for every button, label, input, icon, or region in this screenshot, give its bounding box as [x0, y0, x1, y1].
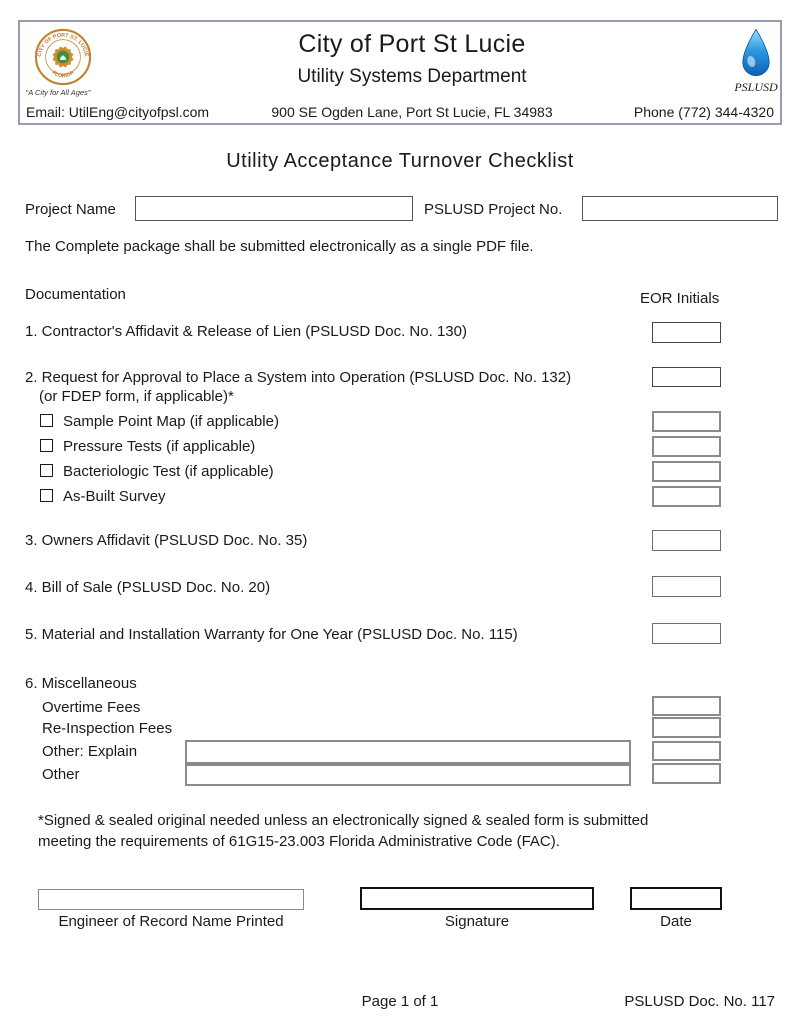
overtime-fees-label: Overtime Fees [42, 699, 141, 716]
other-label: Other [42, 766, 80, 783]
item-2-label-line2: (or FDEP form, if applicable)* [39, 388, 234, 405]
contact-email: Email: UtilEng@cityofpsl.com [26, 104, 210, 120]
bacteriologic-test-label: Bacteriologic Test (if applicable) [63, 463, 274, 480]
sample-point-map-checkbox[interactable] [40, 414, 53, 427]
date-field[interactable] [630, 887, 722, 910]
other-initials-box[interactable] [652, 763, 721, 784]
signature-label: Signature [444, 913, 510, 930]
signature-field[interactable] [360, 887, 594, 910]
item-6-label: 6. Miscellaneous [25, 675, 137, 692]
item-5-initials-box[interactable] [652, 623, 721, 644]
submission-note: The Complete package shall be submitted electronically as a single PDF file. [25, 238, 534, 255]
contact-address: 900 SE Ogden Lane, Port St Lucie, FL 34983 [271, 104, 553, 120]
documentation-header: Documentation [25, 286, 126, 303]
page-number: Page 1 of 1 [361, 993, 439, 1010]
item-2-initials-box[interactable] [652, 367, 721, 387]
bacteriologic-test-checkbox[interactable] [40, 464, 53, 477]
project-no-input[interactable] [582, 196, 778, 221]
doc-number: PSLUSD Doc. No. 117 [624, 993, 775, 1010]
other-input[interactable] [185, 764, 631, 786]
eor-initials-header: EOR Initials [640, 290, 720, 307]
project-no-label: PSLUSD Project No. [424, 201, 563, 218]
sample-point-map-initials-box[interactable] [652, 411, 721, 432]
seal-tagline: "A City for All Ages" [25, 88, 91, 97]
project-name-input[interactable] [135, 196, 413, 221]
water-drop-icon [739, 27, 773, 79]
item-4-initials-box[interactable] [652, 576, 721, 597]
seal-text-bottom: FLORIDA [50, 69, 76, 80]
engineer-name-input[interactable] [39, 890, 303, 909]
water-drop-logo [739, 27, 773, 79]
as-built-survey-initials-box[interactable] [652, 486, 721, 507]
letterhead-box [18, 20, 782, 125]
drop-caption: PSLUSD [734, 80, 778, 94]
as-built-survey-label: As-Built Survey [63, 488, 166, 505]
item-1-initials-box[interactable] [652, 322, 721, 343]
reinspection-fees-initials-box[interactable] [652, 717, 721, 738]
other-explain-initials-box[interactable] [652, 741, 721, 761]
engineer-name-label: Engineer of Record Name Printed [58, 913, 284, 930]
seal-text-top: CITY OF PORT ST. LUCIE [36, 32, 90, 58]
item-2-label-line1: 2. Request for Approval to Place a System into Operation (PSLUSD Doc. No. 132) [25, 369, 572, 386]
footnote [38, 810, 648, 852]
pressure-tests-initials-box[interactable] [652, 436, 721, 457]
org-title: City of Port St Lucie [298, 30, 526, 58]
footnote-line-1: *Signed & sealed original needed unless an electronically signed & sealed form is submitted [38, 812, 649, 829]
item-3-initials-box[interactable] [652, 530, 721, 551]
item-5-label: 5. Material and Installation Warranty for One Year (PSLUSD Doc. No. 115) [25, 626, 518, 643]
as-built-survey-checkbox[interactable] [40, 489, 53, 502]
item-4-label: 4. Bill of Sale (PSLUSD Doc. No. 20) [25, 579, 271, 596]
sample-point-map-label: Sample Point Map (if applicable) [63, 413, 279, 430]
other-explain-label: Other: Explain [42, 743, 138, 760]
bacteriologic-test-initials-box[interactable] [652, 461, 721, 482]
pressure-tests-checkbox[interactable] [40, 439, 53, 452]
pressure-tests-label: Pressure Tests (if applicable) [63, 438, 256, 455]
other-explain-input[interactable] [185, 740, 631, 764]
org-subtitle: Utility Systems Department [297, 66, 527, 87]
item-1-label: 1. Contractor's Affidavit & Release of Lien (PSLUSD Doc. No. 130) [25, 323, 467, 340]
project-name-label: Project Name [25, 201, 116, 218]
form-title: Utility Acceptance Turnover Checklist [226, 150, 574, 172]
date-label: Date [660, 913, 692, 930]
overtime-fees-initials-box[interactable] [652, 696, 721, 716]
item-3-label: 3. Owners Affidavit (PSLUSD Doc. No. 35) [25, 532, 308, 549]
footnote-line-2: meeting the requirements of 61G15-23.003 Florida Administrative Code (FAC). [38, 833, 560, 850]
reinspection-fees-label: Re-Inspection Fees [42, 720, 173, 737]
contact-phone: Phone (772) 344-4320 [633, 104, 774, 120]
